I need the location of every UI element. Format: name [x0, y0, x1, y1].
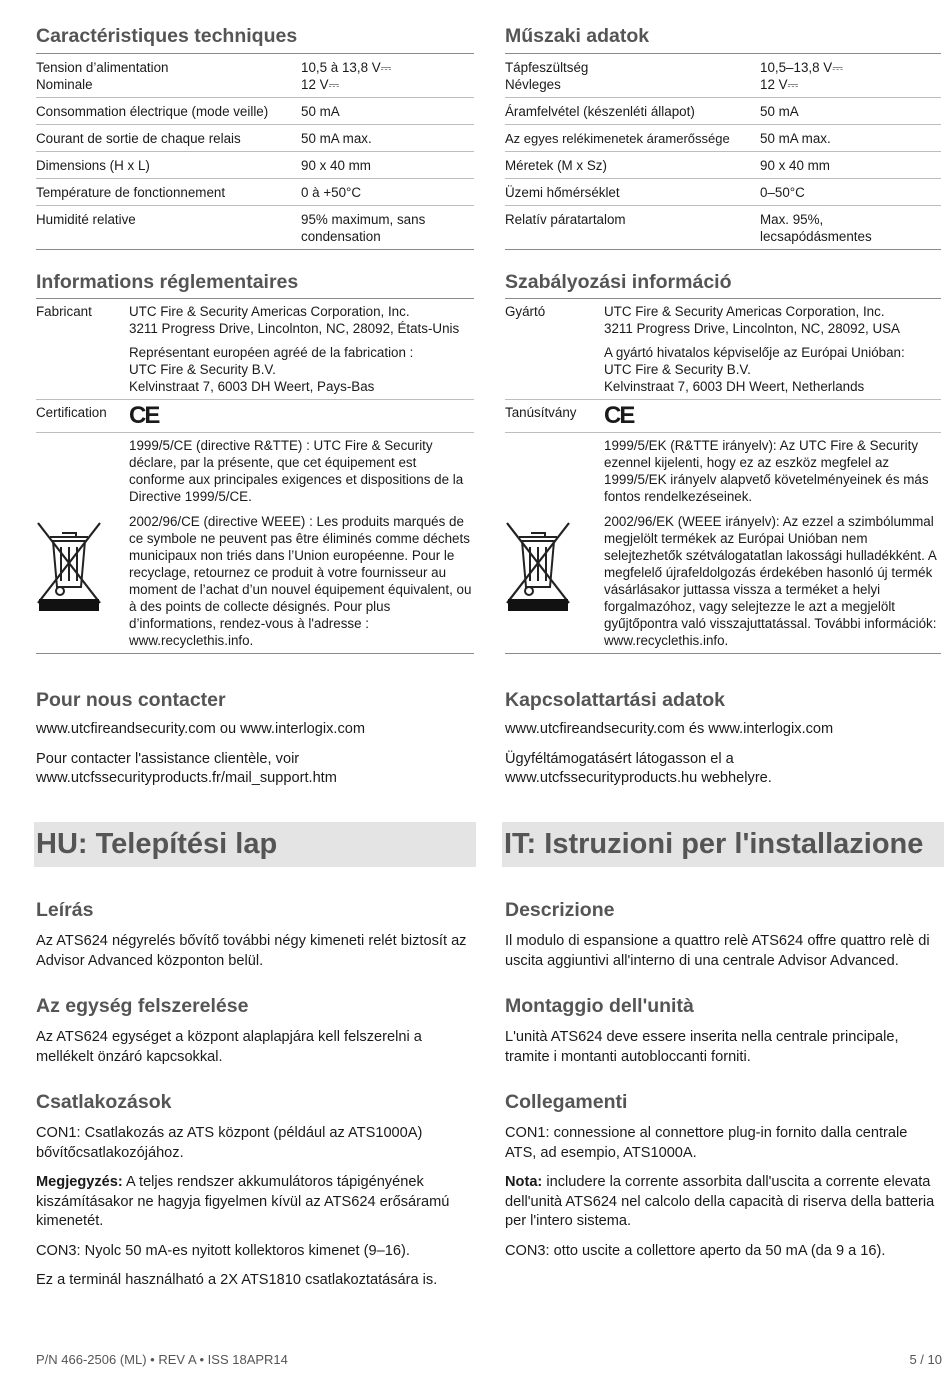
manufacturer-text: UTC Fire & Security Americas Corporation, Inc. 3211 Progress Drive, Lincolnton, NC, 28092, États-Unis [129, 304, 460, 336]
spec-value: 0 à +50°C [301, 185, 362, 200]
it-con1: CON1: connessione al connettore plug-in fornito dalla centrale ATS, ad esempio, ATS1000A. [505, 1125, 908, 1161]
hu-note-text: A teljes rendszer akkumulátoros tápigényének kiszámításakor ne hagyja figyelmen kívül az ATS624 erősáramú kimenetét. [36, 1174, 450, 1229]
manufacturer-label: Fabricant [36, 304, 92, 319]
table-row [36, 178, 474, 205]
table-row [505, 151, 941, 178]
it-mount-title: Montaggio dell'unità [505, 995, 694, 1017]
spec-label: Tension d’alimentation Nominale [36, 60, 169, 92]
it-banner-title: IT: Istruzioni per l'installazione [504, 828, 924, 860]
table-row [505, 54, 941, 97]
tech-title-hu: Műszaki adatok [505, 25, 650, 47]
it-con3: CON3: otto uscite a collettore aperto da 50 mA (da 9 a 16). [505, 1242, 886, 1259]
table-row [505, 432, 941, 509]
spec-value: 90 x 40 mm [301, 158, 371, 173]
spec-value: Max. 95%, lecsapódásmentes [760, 212, 872, 244]
table-row [36, 151, 474, 178]
table-row [36, 54, 474, 97]
table-row [36, 299, 474, 399]
table-row [36, 399, 474, 432]
ce-mark-icon: CE [604, 402, 634, 429]
weee-bin-icon [36, 513, 129, 617]
it-desc-text: Il modulo di espansione a quattro relè ATS624 offre quattro relè di uscita aggiuntivi all'interno di una centrale Advisor Advanced. [505, 933, 930, 969]
table-row [505, 509, 941, 653]
spec-label: Tápfeszültség Névleges [505, 60, 589, 92]
reg-table-hu [505, 298, 941, 654]
spec-value: 50 mA max. [301, 131, 372, 146]
contact-web-fr: www.utcfireandsecurity.com ou www.interlogix.com [36, 721, 366, 737]
hu-extra: Ez a terminál használható a 2X ATS1810 csatlakoztatására is. [36, 1272, 438, 1288]
it-conn-title: Collegamenti [505, 1091, 628, 1113]
contact-support-hu: Ügyféltámogatásért látogasson el a www.utcfssecurityproducts.hu webhelyre. [505, 750, 772, 786]
representative-text: Représentant européen agréé de la fabrication : UTC Fire & Security B.V. Kelvinstraat 7, 6003 DH Weert, Pays-Bas [129, 345, 414, 394]
spec-label: Az egyes relékimenetek áramerőssége [505, 131, 730, 146]
spec-label: Méretek (M x Sz) [505, 158, 607, 173]
hu-conn-title: Csatlakozások [36, 1091, 172, 1113]
weee-text: 2002/96/EK (WEEE irányelv): Az ezzel a szimbólummal megjelölt termékek az Európai Unióban nem selejtezhetők szétválogatatlan lakossági hulladékként. A megfelelő újrafeldolgozás érdekében hasonló új termék vásárlásakor juttassa vissza a terméket a helyi forgalmazóhoz, vagy selejtezze le azt a megjelölt gyűjtőpontra való visszajuttatással. További információk: www.recyclethis.info. [604, 514, 937, 648]
spec-value: 50 mA [301, 104, 340, 119]
footer-page-number: 5 / 10 [909, 1352, 942, 1367]
spec-table-hu [505, 53, 941, 250]
reg-table-fr [36, 298, 474, 654]
spec-label: Consommation électrique (mode veille) [36, 104, 269, 119]
spec-value: 0–50°C [760, 185, 805, 200]
hu-note [36, 1173, 474, 1232]
contact-title-hu: Kapcsolattartási adatok [505, 689, 725, 711]
hu-banner-title: HU: Telepítési lap [36, 828, 278, 860]
spec-label: Áramfelvétel (készenléti állapot) [505, 104, 695, 119]
hu-desc-text: Az ATS624 négyrelés bővítő további négy kimeneti relét biztosít az Advisor Advanced központon belül. [36, 933, 467, 969]
reg-title-fr: Informations réglementaires [36, 271, 299, 293]
manufacturer-label: Gyártó [505, 304, 546, 319]
weee-bin-icon [505, 513, 598, 617]
rtte-text: 1999/5/EK (R&TTE irányelv): Az UTC Fire & Security ezennel kijelenti, hogy ez az eszköz megfelel az 1999/5/EK irányelv alapvető követelményeinek és más fontos rendelkezéseinek. [604, 438, 929, 504]
certification-label: Tanúsítvány [505, 405, 577, 420]
spec-label: Courant de sortie de chaque relais [36, 131, 241, 146]
spec-table-fr [36, 53, 474, 250]
table-row [505, 299, 941, 399]
table-row [36, 205, 474, 249]
table-row [505, 399, 941, 432]
representative-text: A gyártó hivatalos képviselője az Európai Unióban: UTC Fire & Security B.V. Kelvinstraat 7, 6003 DH Weert, Netherlands [604, 345, 905, 394]
hu-mount-text: Az ATS624 egységet a központ alaplapjára kell felszerelni a mellékelt önzáró kapcsokkal. [36, 1029, 422, 1065]
weee-text: 2002/96/CE (directive WEEE) : Les produits marqués de ce symbole ne peuvent pas être éliminés comme déchets municipaux non triés dans l’Union européenne. Pour le recyclage, retournez ce produit à votre fournisseur au moment de l’achat d’un nouvel équipement équivalent, ou à des points de collecte désignés. Pour plus d’informations, rendez-vous à l'adresse : www.recyclethis.info. [129, 514, 472, 648]
it-note-text: includere la corrente assorbita dall'uscita a corrente elevata dell'unità ATS624 nel calcolo della capacità di riserva della batteria per l'intero sistema. [505, 1174, 935, 1229]
ce-mark-icon: CE [129, 402, 159, 429]
spec-label: Dimensions (H x L) [36, 158, 150, 173]
certification-label: Certification [36, 405, 107, 420]
spec-value: 95% maximum, sans condensation [301, 212, 426, 244]
table-row [36, 509, 474, 653]
table-row [505, 124, 941, 151]
it-note-label: Nota: [505, 1174, 543, 1190]
spec-label: Humidité relative [36, 212, 136, 227]
table-row [36, 97, 474, 124]
manufacturer-text: UTC Fire & Security Americas Corporation, Inc. 3211 Progress Drive, Lincolnton, NC, 28092, USA [604, 304, 900, 336]
it-note [505, 1173, 941, 1232]
spec-value: 10,5 à 13,8 V⎓ 12 V⎓ [301, 60, 392, 92]
table-row [505, 205, 941, 249]
spec-label: Relatív páratartalom [505, 212, 626, 227]
hu-desc-title: Leírás [36, 899, 94, 921]
spec-label: Température de fonctionnement [36, 185, 226, 200]
tech-title-fr: Caractéristiques techniques [36, 25, 298, 47]
spec-value: 50 mA max. [760, 131, 831, 146]
table-row [36, 432, 474, 509]
contact-title-fr: Pour nous contacter [36, 689, 226, 711]
it-desc-title: Descrizione [505, 899, 615, 921]
it-banner [502, 822, 944, 867]
spec-label: Üzemi hőmérséklet [505, 185, 620, 200]
spec-value: 90 x 40 mm [760, 158, 830, 173]
hu-note-label: Megjegyzés: [36, 1174, 123, 1190]
reg-title-hu: Szabályozási információ [505, 271, 732, 293]
spec-value: 10,5–13,8 V⎓ 12 V⎓ [760, 60, 843, 92]
hu-mount-title: Az egység felszerelése [36, 995, 249, 1017]
contact-support-fr: Pour contacter l'assistance clientèle, voir www.utcfssecurityproducts.fr/mail_support.htm [36, 750, 337, 786]
spec-value: 50 mA [760, 104, 799, 119]
hu-banner [34, 822, 476, 867]
table-row [505, 97, 941, 124]
footer-part-number: P/N 466-2506 (ML) • REV A • ISS 18APR14 [36, 1352, 288, 1367]
hu-con1: CON1: Csatlakozás az ATS központ (például az ATS1000A) bővítőcsatlakozójához. [36, 1125, 423, 1161]
table-row [505, 178, 941, 205]
rtte-text: 1999/5/CE (directive R&TTE) : UTC Fire & Security déclare, par la présente, que cet équipement est conforme aux principales exigences et dispositions de la Directive 1999/5/CE. [129, 438, 464, 504]
contact-web-hu: www.utcfireandsecurity.com és www.interlogix.com [505, 721, 834, 737]
table-row [36, 124, 474, 151]
hu-con3: CON3: Nyolc 50 mA-es nyitott kollektoros kimenet (9–16). [36, 1242, 410, 1259]
it-mount-text: L'unità ATS624 deve essere inserita nella centrale principale, tramite i montanti autobloccanti forniti. [505, 1029, 899, 1065]
